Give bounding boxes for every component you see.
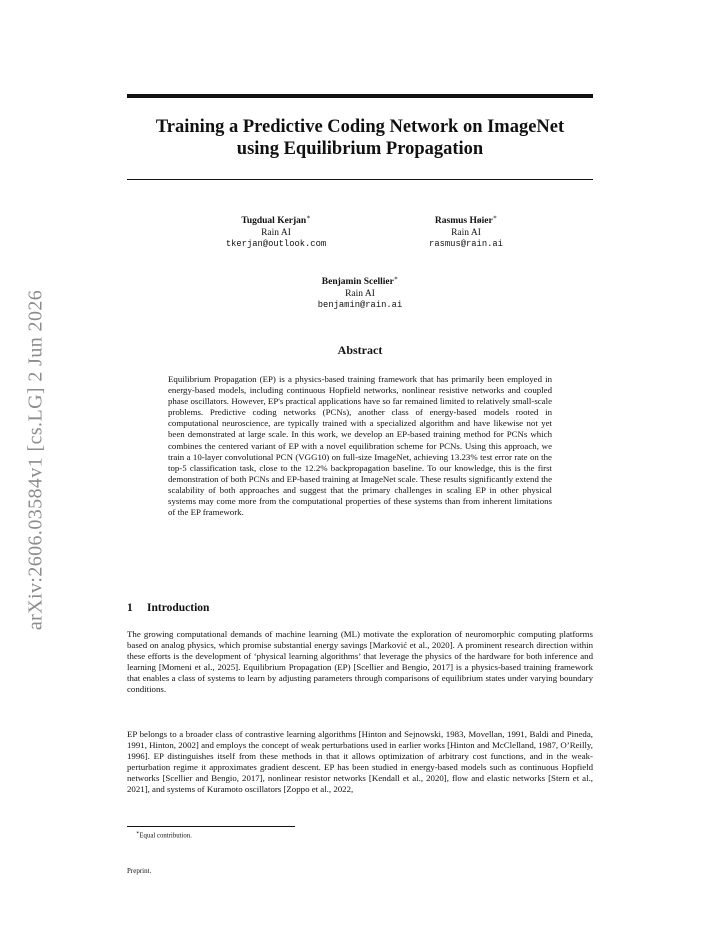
title-bottom-rule [127,179,593,180]
intro-paragraph: EP belongs to a broader class of contrastive learning algorithms [Hinton and Sejnowski, 1983, Movellan, 1991, Baldi and Pineda, 1991, Hinton, 2002] and employs the concept of weak perturbations used in earlier works [Hinton and McClelland, 1987, O’Reilly, 1996]. EP distinguishes itself from these methods in that it allows optimization of arbitrary cost functions, and in the weak-perturbation regime it approximates gradient descent. EP has been studied in energy-based models such as continuous Hopfield networks [Scellier and Bengio, 2017], nonlinear resistor networks [Kendall et al., 2020], flow and elastic networks [Stern et al., 2021], and systems of Kuramoto oscillators [Zoppo et al., 2022, [127,729,593,795]
author-name: Benjamin Scellier [321,277,394,288]
preprint-label: Preprint. [127,867,152,875]
equal-contribution-mark: ∗ [492,214,498,221]
author-name: Rasmus Høier [434,216,493,227]
footnote-rule [127,826,295,827]
equal-contribution-mark: ∗ [306,214,311,221]
title-top-rule [127,94,593,98]
author-block [366,212,566,251]
abstract-body: Equilibrium Propagation (EP) is a physics-based training framework that has primarily been employed in energy-based models, including continuous Hopfield networks, nonlinear resistive networks and coupled phase oscillators. However, EP's practical applications have so far remained limited to relatively small-scale problems. Predictive coding networks (PCNs), another class of energy-based models rooted in computational neuroscience, are typically trained with a specialized algorithm and have likewise not yet been demonstrated at large scale. In this work, we develop an EP-based training method for PCNs which combines the centered variant of EP with a novel equilibration scheme for PCNs. Using this approach, we train a 10-layer convolutional PCN (VGG10) on full-size ImageNet, achieving 13.23% test error rate on the top-5 classification task, close to the 12.2% backpropagation baseline. To our knowledge, this is the first demonstration of both PCNs and EP-based training at ImageNet scale. These results significantly extend the scalability of both approaches and suggest that the primary challenges in scaling EP in other physical systems may come more from the computational properties of these systems than from inherent limitations of the EP framework. [168,374,552,518]
author-block [260,273,460,312]
author-affiliation: Rain AI [451,227,481,238]
title-line-2: using Equilibrium Propagation [236,139,484,159]
author-email[interactable]: benjamin@rain.ai [317,300,403,311]
footnote-mark: ∗ [136,831,140,836]
section-number: 1 [127,602,133,614]
title-line-1: Training a Predictive Coding Network on ImageNet [155,117,565,137]
arxiv-identifier: arXiv:2606.03584v1 [cs.LG] 2 Jun 2026 [24,289,47,631]
author-email[interactable]: rasmus@rain.ai [429,239,503,250]
abstract-heading: Abstract [337,343,383,357]
intro-paragraph: The growing computational demands of machine learning (ML) motivate the exploration of neuromorphic computing platforms based on analog physics, which promise substantial energy savings [Marković et al., 2020]. A prominent research direction within these efforts is the development of ‘physical learning algorithms’ that leverage the physics of the hardware for both inference and learning [Momeni et al., 2025]. Equilibrium Propagation (EP) [Scellier and Bengio, 2017] is a physics-based training framework that enables a class of systems to learn by adjusting parameters through comparisons of equilibrium states under varying boundary conditions. [127,629,593,695]
author-affiliation: Rain AI [345,288,375,299]
author-affiliation: Rain AI [261,227,291,238]
equal-contribution-mark: ∗ [393,275,399,282]
author-name: Tugdual Kerjan [241,216,307,227]
author-email[interactable]: tkerjan@outlook.com [225,239,327,250]
footnote-text: Equal contribution. [139,832,192,840]
paper-title [127,116,593,160]
footnote [136,830,192,839]
section-heading [127,602,209,614]
section-title: Introduction [147,602,210,614]
arxiv-sidebar [14,265,58,655]
author-block [176,212,376,251]
